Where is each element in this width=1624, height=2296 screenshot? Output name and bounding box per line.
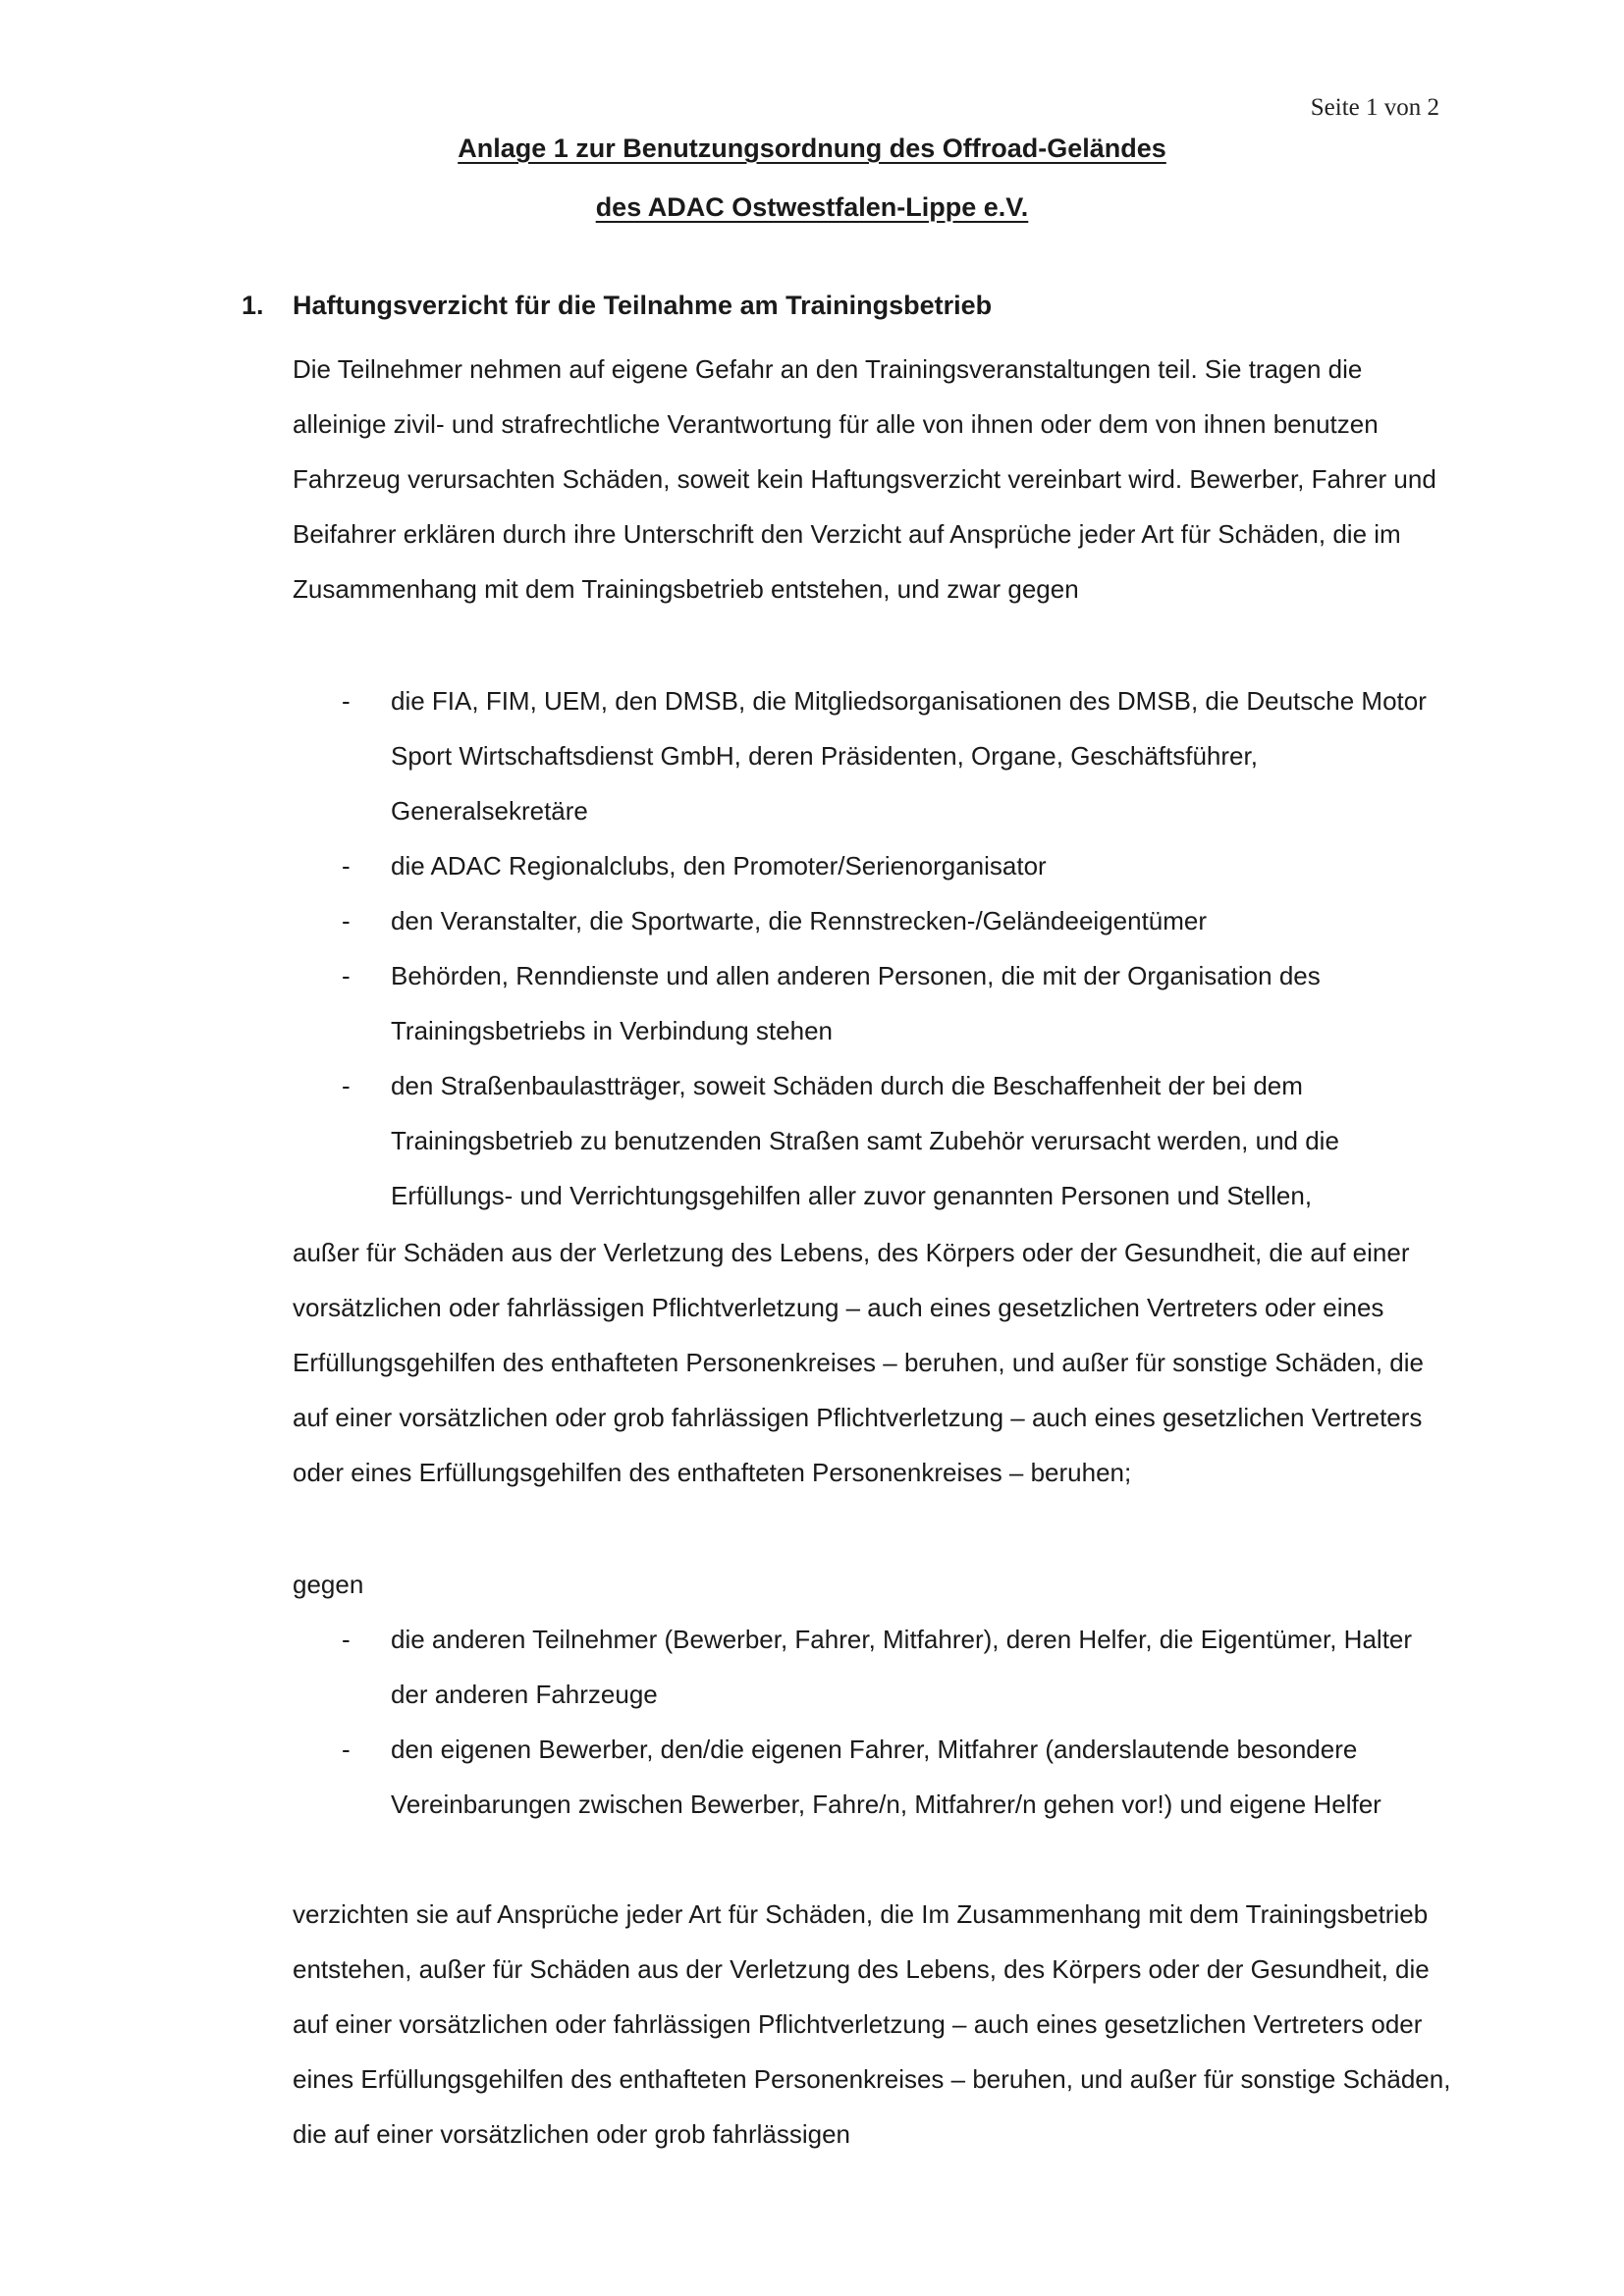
list-dash: - <box>342 686 351 716</box>
page-number: Seite 1 von 2 <box>1310 94 1439 121</box>
document-title-line-2: des ADAC Ostwestfalen-Lippe e.V. <box>595 192 1029 222</box>
list-item: - die FIA, FIM, UEM, den DMSB, die Mitgliedsorganisationen des DMSB, die Deutsche Motor Sport Wirtschaftsdienst GmbH, deren Präsidenten, Organe, Geschäftsführer, Generalsekretäre <box>0 673 1441 838</box>
list-dash: - <box>342 906 351 935</box>
exception-paragraph-1: außer für Schäden aus der Verletzung des Lebens, des Körpers oder der Gesundheit, die auf einer vorsätzlichen oder fahrlässigen Pflichtverletzung – auch eines gesetzlichen Vertreters oder eines Erfüllungsgehilfen des enthafteten Personenkreises – beruhen, und außer für sonstige Schäden, die auf einer vorsätzlichen oder grob fahrlässigen Pflichtverletzung – auch eines gesetzlichen Vertreters oder eines Erfüllungsgehilfen des enthafteten Personenkreises – beruhen; <box>293 1238 1424 1487</box>
intro-paragraph: Die Teilnehmer nehmen auf eigene Gefahr an den Trainingsveranstaltungen teil. Sie tragen die alleinige zivil- und strafrechtliche Verantwortung für alle von ihnen oder dem von ihnen benutzen Fahrzeug verursachten Schäden, soweit kein Haftungsverzicht vereinbart wird. Bewerber, Fahrer und Beifahrer erklären durch ihre Unterschrift den Verzicht auf Ansprüche jeder Art für Schäden, die im Zusammenhang mit dem Trainingsbetrieb entstehen, und zwar gegen <box>293 354 1436 604</box>
list-item: - den Veranstalter, die Sportwarte, die Rennstrecken-/Geländeeigentümer <box>0 893 1441 948</box>
list-dash: - <box>342 1071 351 1100</box>
list-dash: - <box>342 1735 351 1764</box>
document-title-line-1: Anlage 1 zur Benutzungsordnung des Offroad-Geländes <box>458 133 1166 163</box>
waiver-list-2 <box>0 1612 1624 1832</box>
section-1-heading <box>242 291 992 321</box>
list-dash: - <box>342 1625 351 1654</box>
list-item: - die anderen Teilnehmer (Bewerber, Fahrer, Mitfahrer), deren Helfer, die Eigentümer, Halter der anderen Fahrzeuge <box>0 1612 1441 1722</box>
list-item: - Behörden, Renndienste und allen anderen Personen, die mit der Organisation des Trainingsbetriebs in Verbindung stehen <box>0 948 1441 1058</box>
exception-paragraph-2: verzichten sie auf Ansprüche jeder Art für Schäden, die Im Zusammenhang mit dem Trainingsbetrieb entstehen, außer für Schäden aus der Verletzung des Lebens, des Körpers oder der Gesundheit, die auf einer vorsätzlichen oder fahrlässigen Pflichtverletzung – auch eines gesetzlichen Vertreters oder eines Erfüllungsgehilfen des enthafteten Personenkreises – beruhen, und außer für sonstige Schäden, die auf einer vorsätzlichen oder grob fahrlässigen <box>293 1899 1451 2149</box>
list-item: - den Straßenbaulastträger, soweit Schäden durch die Beschaffenheit der bei dem Trainingsbetrieb zu benutzenden Straßen samt Zubehör verursacht werden, und die Erfüllungs- und Verrichtungsgehilfen aller zuvor genannten Personen und Stellen, <box>0 1058 1441 1223</box>
list-item: - den eigenen Bewerber, den/die eigenen Fahrer, Mitfahrer (anderslautende besondere Vereinbarungen zwischen Bewerber, Fahre/n, Mitfahrer/n gehen vor!) und eigene Helfer <box>0 1722 1441 1832</box>
section-1-number: 1. <box>242 291 264 320</box>
list-dash: - <box>342 961 351 990</box>
list-dash: - <box>342 851 351 881</box>
waiver-list-1 <box>0 673 1624 1223</box>
section-1-title: Haftungsverzicht für die Teilnahme am Trainingsbetrieb <box>293 291 993 320</box>
gegen-label: gegen <box>293 1570 364 1599</box>
list-item: - die ADAC Regionalclubs, den Promoter/Serienorganisator <box>0 838 1441 893</box>
